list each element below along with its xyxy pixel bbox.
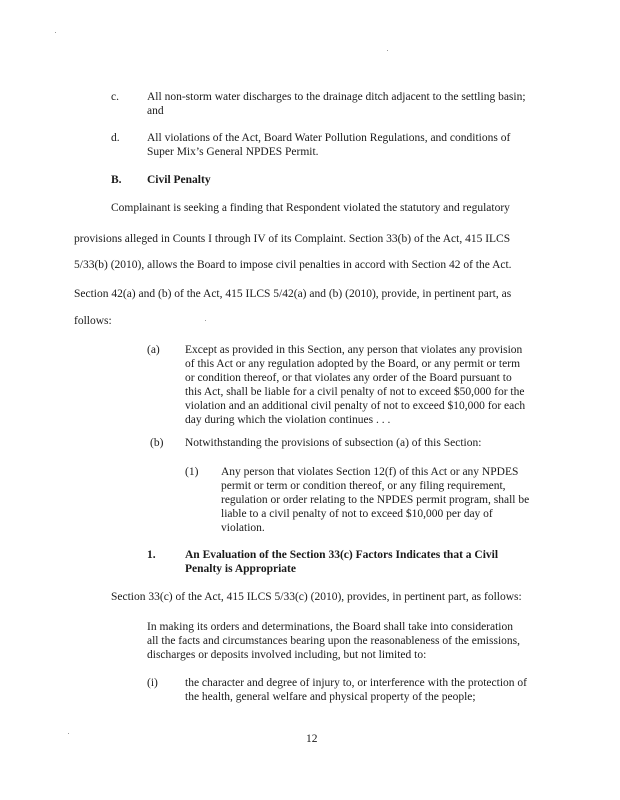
subsection-1-title: [185, 548, 565, 576]
scan-speck: [205, 320, 206, 321]
section-b-title: Civil Penalty: [147, 174, 211, 186]
quote-b1-line: violation.: [221, 522, 265, 534]
quote-b1-line: permit or term or condition thereof, or any filing requirement,: [221, 480, 506, 492]
quote-33c-line: discharges or deposits involved including, but not limited to:: [147, 649, 427, 661]
quote-a-line: of this Act or any regulation adopted by the Board, or any permit or term: [185, 358, 521, 370]
quote-33c-i-text: [185, 676, 565, 704]
body-paragraph-line: Complainant is seeking a finding that Respondent violated the statutory and regulatory: [111, 202, 510, 214]
body-paragraph-line: provisions alleged in Counts I through IV of its Complaint. Section 33(b) of the Act, 415 ILCS: [74, 233, 511, 245]
section-b-marker: B.: [111, 174, 122, 186]
scan-speck: [387, 50, 388, 51]
quote-a-line: day during which the violation continues . . .: [185, 414, 391, 426]
quote-b1-line: liable to a civil penalty of not to exceed $10,000 per day of: [221, 508, 493, 520]
quote-33c-i-line: the health, general welfare and physical property of the people;: [185, 691, 476, 703]
section33c-intro: Section 33(c) of the Act, 415 ILCS 5/33(c) (2010), provides, in pertinent part, as follows:: [111, 591, 522, 603]
list-item-d-line: Super Mix’s General NPDES Permit.: [147, 146, 319, 158]
quote-33c-i-line: the character and degree of injury to, or interference with the protection of: [185, 677, 527, 689]
quote-a-marker: (a): [147, 344, 160, 356]
subsection-1-title-line: An Evaluation of the Section 33(c) Factors Indicates that a Civil: [185, 549, 499, 561]
list-item-d-text: [147, 131, 567, 159]
quote-b1-line: Any person that violates Section 12(f) of this Act or any NPDES: [221, 466, 519, 478]
quote-b-text: Notwithstanding the provisions of subsection (a) of this Section:: [185, 437, 482, 449]
page-number: 12: [306, 733, 318, 745]
subsection-1-marker: 1.: [147, 549, 156, 561]
list-item-c-line: and: [147, 105, 164, 117]
list-item-c-marker: c.: [111, 91, 119, 103]
quote-a-line: or condition thereof, or that violates any order of the Board pursuant to: [185, 372, 512, 384]
quote-b1-line: regulation or order relating to the NPDES permit program, shall be: [221, 494, 530, 506]
scan-speck: [68, 733, 69, 734]
body-paragraph-line: 5/33(b) (2010), allows the Board to impose civil penalties in accord with Section 42 of the Act.: [74, 259, 512, 271]
list-item-c-line: All non-storm water discharges to the drainage ditch adjacent to the settling basin;: [147, 91, 526, 103]
quote-b1-text: [221, 465, 566, 535]
scan-speck: [55, 32, 56, 33]
quote-b1-marker: (1): [185, 466, 199, 478]
quote-b-marker: (b): [150, 437, 164, 449]
list-item-d-line: All violations of the Act, Board Water Pollution Regulations, and conditions of: [147, 132, 511, 144]
body-paragraph-line: follows:: [74, 315, 112, 327]
quote-33c-line: all the facts and circumstances bearing upon the reasonableness of the emissions,: [147, 635, 520, 647]
list-item-d-marker: d.: [111, 132, 120, 144]
quote-a-line: Except as provided in this Section, any person that violates any provision: [185, 344, 523, 356]
quote-33c-i-marker: (i): [147, 677, 158, 689]
list-item-c-text: [147, 90, 567, 118]
quote-a-text: [185, 343, 565, 427]
quote-a-line: violation and an additional civil penalty of not to exceed $10,000 for each: [185, 400, 526, 412]
quote-33c-line: In making its orders and determinations, the Board shall take into consideration: [147, 621, 513, 633]
quote-33c: [147, 620, 567, 662]
subsection-1-title-line: Penalty is Appropriate: [185, 563, 296, 575]
body-paragraph-line: Section 42(a) and (b) of the Act, 415 ILCS 5/42(a) and (b) (2010), provide, in pertinent part, as: [74, 288, 512, 300]
quote-a-line: this Act, shall be liable for a civil penalty of not to exceed $50,000 for the: [185, 386, 525, 398]
